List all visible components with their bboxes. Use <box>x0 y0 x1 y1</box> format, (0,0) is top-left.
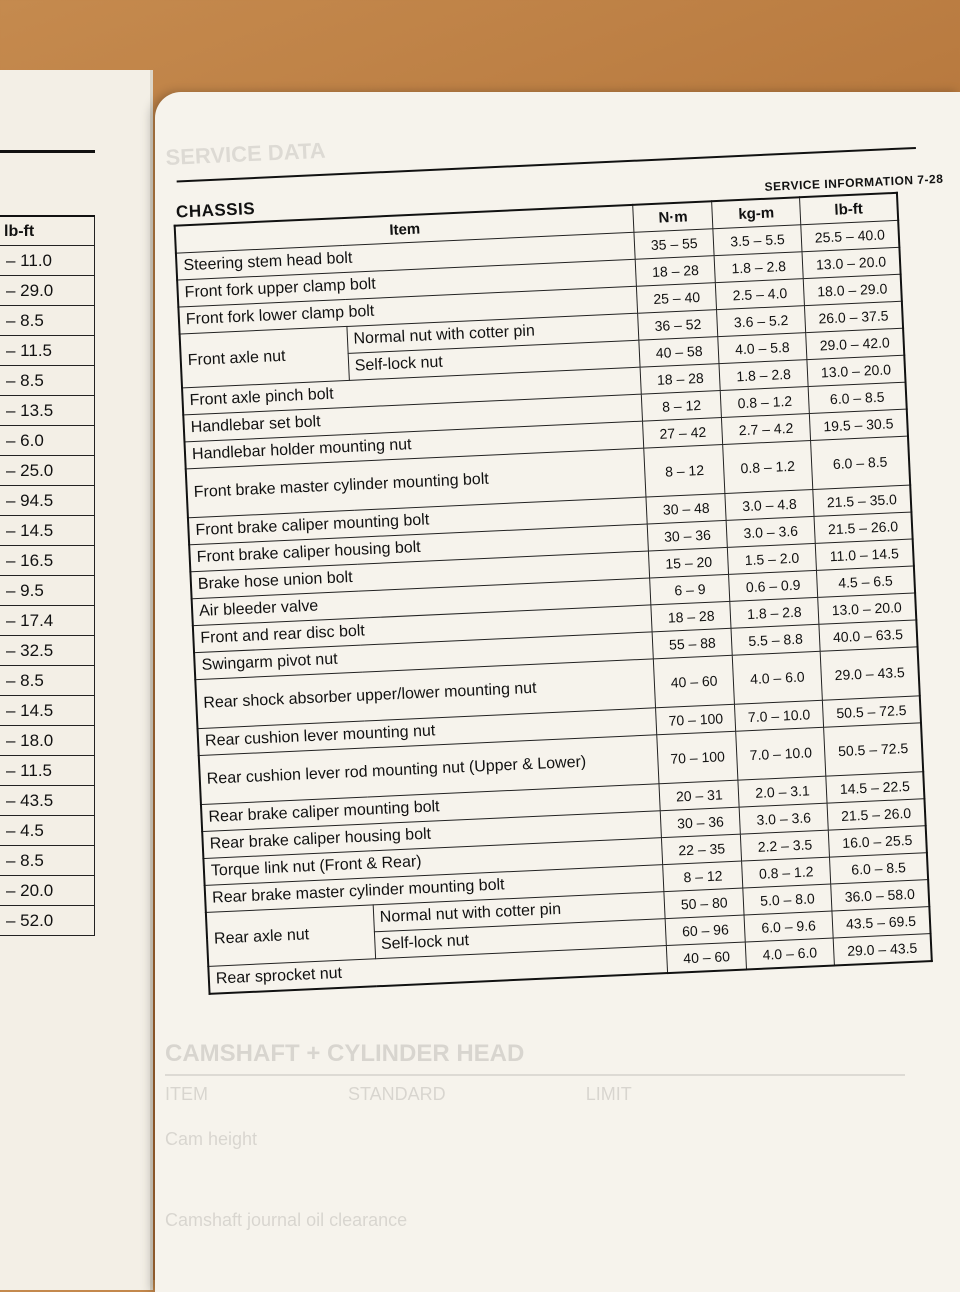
row-item: Torque link nut (Front & Rear) <box>203 838 663 886</box>
left-table-row <box>0 246 95 276</box>
row-lbft-value: 13.0 – 20.0 <box>802 247 901 278</box>
left-table-row <box>0 486 95 516</box>
row-lbft-value: 19.5 – 30.5 <box>809 409 908 440</box>
row-nm-value: 15 – 20 <box>649 547 729 578</box>
row-nm-value: 60 – 96 <box>665 915 745 946</box>
row-subitem: Normal nut with cotter pin <box>373 892 666 932</box>
row-lbft-value: 4.5 – 6.5 <box>816 566 915 597</box>
row-nm-value: 55 – 88 <box>652 628 732 659</box>
left-table-row <box>0 366 95 396</box>
row-kgm-value: 5.0 – 8.0 <box>743 884 832 915</box>
row-kgm-value: 2.0 – 3.1 <box>738 776 827 807</box>
row-item: Air bleeder valve <box>192 578 652 626</box>
row-kgm-value: 2.7 – 4.2 <box>722 414 811 445</box>
left-table-row <box>0 546 95 576</box>
row-nm-value: 8 – 12 <box>642 391 722 422</box>
faded-col-limit: LIMIT <box>585 1084 632 1104</box>
row-subitem: Normal nut with cotter pin <box>346 313 639 353</box>
row-nm-value: 18 – 28 <box>651 601 731 632</box>
left-table-row <box>0 306 95 336</box>
left-table-row <box>0 426 95 456</box>
left-table-cell: – 43.5 <box>0 786 95 816</box>
row-item: Front fork lower clamp bolt <box>178 286 638 334</box>
left-table-row <box>0 696 95 726</box>
left-table-row <box>0 786 95 816</box>
left-table-row <box>0 876 95 906</box>
row-item: Brake hose union bolt <box>190 551 650 599</box>
torque-spec-table <box>174 192 933 995</box>
row-subitem: Self-lock nut <box>348 340 641 380</box>
left-table-row <box>0 576 95 606</box>
faded-rule <box>165 1074 905 1076</box>
row-kgm-value: 0.8 – 1.2 <box>723 441 813 494</box>
left-table-cell: – 18.0 <box>0 726 95 756</box>
row-kgm-value: 3.6 – 5.2 <box>717 306 806 337</box>
left-table-cell: – 11.5 <box>0 336 95 366</box>
row-nm-value: 40 – 60 <box>654 655 735 708</box>
left-table-cell: – 52.0 <box>0 906 95 936</box>
row-item: Front and rear disc bolt <box>193 605 653 653</box>
left-page <box>0 70 153 1290</box>
col-lbft-header: lb-ft <box>799 193 898 225</box>
row-nm-value: 30 – 36 <box>648 520 728 551</box>
row-item: Rear cushion lever mounting nut <box>198 708 658 756</box>
left-table-cell: – 14.5 <box>0 696 95 726</box>
row-kgm-value: 4.0 – 6.0 <box>732 651 822 704</box>
row-lbft-value: 6.0 – 8.5 <box>829 853 928 884</box>
row-kgm-value: 3.0 – 4.8 <box>725 489 814 520</box>
row-nm-value: 18 – 28 <box>640 364 720 395</box>
row-item: Rear axle nut <box>206 905 375 967</box>
left-table-cell: – 20.0 <box>0 876 95 906</box>
row-lbft-value: 40.0 – 63.5 <box>819 620 918 651</box>
bleed-through-section <box>165 1040 905 1280</box>
left-table-cell: – 16.5 <box>0 546 95 576</box>
ghost-heading: SERVICE DATA <box>165 137 327 170</box>
row-item: Rear sprocket nut <box>208 946 668 994</box>
row-lbft-value: 21.5 – 26.0 <box>814 512 913 543</box>
left-table-cell: – 8.5 <box>0 666 95 696</box>
left-table-row <box>0 726 95 756</box>
row-nm-value: 40 – 58 <box>639 337 719 368</box>
row-item: Front brake master cylinder mounting bolt <box>186 448 647 518</box>
row-lbft-value: 13.0 – 20.0 <box>807 355 906 386</box>
row-kgm-value: 3.5 – 5.5 <box>713 225 802 256</box>
row-item: Rear brake caliper mounting bolt <box>201 784 661 832</box>
left-page-table <box>0 215 95 936</box>
row-lbft-value: 29.0 – 43.5 <box>820 647 920 700</box>
row-kgm-value: 1.8 – 2.8 <box>730 597 819 628</box>
row-kgm-value: 1.8 – 2.8 <box>719 360 808 391</box>
row-item: Rear cushion lever rod mounting nut (Upper & Lower) <box>199 735 660 805</box>
row-nm-value: 25 – 40 <box>637 283 717 314</box>
left-table-cell: – 11.5 <box>0 756 95 786</box>
left-table-row <box>0 636 95 666</box>
row-lbft-value: 29.0 – 42.0 <box>806 328 905 359</box>
row-kgm-value: 0.6 – 0.9 <box>729 570 818 601</box>
row-item: Front brake caliper mounting bolt <box>188 497 648 545</box>
row-lbft-value: 50.5 – 72.5 <box>824 723 924 776</box>
row-lbft-value: 18.0 – 29.0 <box>803 274 902 305</box>
row-kgm-value: 7.0 – 10.0 <box>735 700 824 731</box>
row-lbft-value: 21.5 – 35.0 <box>813 485 912 516</box>
left-table-row <box>0 906 95 936</box>
col-item-header: Item <box>175 205 635 253</box>
row-kgm-value: 1.8 – 2.8 <box>714 252 803 283</box>
left-table-cell: – 9.5 <box>0 576 95 606</box>
left-table-row <box>0 516 95 546</box>
left-table-cell: – 13.5 <box>0 396 95 426</box>
left-table-cell: – 25.0 <box>0 456 95 486</box>
row-kgm-value: 2.2 – 3.5 <box>740 830 829 861</box>
row-item: Front brake caliper housing bolt <box>189 524 649 572</box>
left-table-row <box>0 336 95 366</box>
left-table-cell: – 11.0 <box>0 246 95 276</box>
col-kgm-header: kg-m <box>712 197 801 228</box>
col-nm-header: N·m <box>633 201 713 232</box>
left-table-row <box>0 276 95 306</box>
row-item: Rear brake caliper housing bolt <box>202 811 662 859</box>
row-lbft-value: 13.0 – 20.0 <box>818 593 917 624</box>
row-kgm-value: 4.0 – 5.8 <box>718 333 807 364</box>
row-nm-value: 35 – 55 <box>634 229 714 260</box>
faded-row-2: Camshaft journal oil clearance <box>165 1210 408 1230</box>
left-table-cell: – 8.5 <box>0 846 95 876</box>
left-table-cell: – 6.0 <box>0 426 95 456</box>
row-nm-value: 18 – 28 <box>636 256 716 287</box>
row-kgm-value: 2.5 – 4.0 <box>715 279 804 310</box>
row-item: Steering stem head bolt <box>176 232 636 280</box>
row-lbft-value: 50.5 – 72.5 <box>822 696 921 727</box>
row-nm-value: 20 – 31 <box>659 780 739 811</box>
row-kgm-value: 7.0 – 10.0 <box>736 727 826 780</box>
row-lbft-value: 25.5 – 40.0 <box>801 220 900 251</box>
row-lbft-value: 29.0 – 43.5 <box>833 934 932 966</box>
row-item: Rear shock absorber upper/lower mounting nut <box>195 659 656 729</box>
row-nm-value: 40 – 60 <box>667 942 747 973</box>
left-table-cell: – 94.5 <box>0 486 95 516</box>
left-table-row <box>0 456 95 486</box>
left-table-cell: – 8.5 <box>0 366 95 396</box>
row-nm-value: 30 – 48 <box>646 493 726 524</box>
left-table-cell: – 32.5 <box>0 636 95 666</box>
row-nm-value: 50 – 80 <box>664 888 744 919</box>
running-head: SERVICE INFORMATION 7-28 <box>764 171 944 194</box>
row-nm-value: 70 – 100 <box>657 731 738 784</box>
row-lbft-value: 14.5 – 22.5 <box>826 772 925 803</box>
row-kgm-value: 0.8 – 1.2 <box>720 387 809 418</box>
row-item: Front axle pinch bolt <box>182 367 642 415</box>
row-item: Swingarm pivot nut <box>194 632 654 680</box>
faded-col-item: ITEM <box>165 1084 208 1104</box>
row-kgm-value: 0.8 – 1.2 <box>742 857 831 888</box>
row-nm-value: 8 – 12 <box>663 861 743 892</box>
row-lbft-value: 36.0 – 58.0 <box>831 880 930 911</box>
row-kgm-value: 3.0 – 3.6 <box>726 516 815 547</box>
row-item: Front axle nut <box>180 326 349 388</box>
row-nm-value: 6 – 9 <box>650 574 730 605</box>
faded-row-1: Cam height <box>165 1129 258 1149</box>
row-lbft-value: 26.0 – 37.5 <box>804 301 903 332</box>
row-lbft-value: 16.0 – 25.5 <box>828 826 927 857</box>
left-page-rule <box>0 150 95 153</box>
row-lbft-value: 11.0 – 14.5 <box>815 539 914 570</box>
faded-col-standard: STANDARD <box>348 1084 446 1104</box>
row-nm-value: 22 – 35 <box>662 834 742 865</box>
row-item: Handlebar holder mounting nut <box>184 421 644 469</box>
row-nm-value: 30 – 36 <box>661 807 741 838</box>
row-item: Front fork upper clamp bolt <box>177 259 637 307</box>
left-table-cell: – 8.5 <box>0 306 95 336</box>
row-kgm-value: 4.0 – 6.0 <box>745 938 834 969</box>
row-nm-value: 70 – 100 <box>656 704 736 735</box>
row-kgm-value: 5.5 – 8.8 <box>731 624 820 655</box>
left-table-cell: – 29.0 <box>0 276 95 306</box>
section-title: CHASSIS <box>175 198 256 222</box>
row-item: Rear brake master cylinder mounting bolt <box>205 865 665 913</box>
row-lbft-value: 43.5 – 69.5 <box>832 907 931 938</box>
left-table-cell: – 4.5 <box>0 816 95 846</box>
left-table-row <box>0 606 95 636</box>
row-kgm-value: 3.0 – 3.6 <box>739 803 828 834</box>
row-kgm-value: 1.5 – 2.0 <box>727 543 816 574</box>
left-table-cell: – 17.4 <box>0 606 95 636</box>
left-table-row <box>0 846 95 876</box>
row-lbft-value: 21.5 – 26.0 <box>827 799 926 830</box>
row-item: Handlebar set bolt <box>183 394 643 442</box>
row-nm-value: 8 – 12 <box>644 445 725 498</box>
row-lbft-value: 6.0 – 8.5 <box>811 436 911 489</box>
left-table-row <box>0 396 95 426</box>
row-nm-value: 36 – 52 <box>638 310 718 341</box>
row-nm-value: 27 – 42 <box>643 418 723 449</box>
left-table-row <box>0 756 95 786</box>
left-table-row <box>0 666 95 696</box>
left-table-cell: – 14.5 <box>0 516 95 546</box>
left-table-row <box>0 816 95 846</box>
row-lbft-value: 6.0 – 8.5 <box>808 382 907 413</box>
faded-title: CAMSHAFT + CYLINDER HEAD <box>165 1040 525 1067</box>
row-subitem: Self-lock nut <box>374 919 667 959</box>
left-page-header: lb-ft <box>0 216 95 246</box>
row-kgm-value: 6.0 – 9.6 <box>744 911 833 942</box>
